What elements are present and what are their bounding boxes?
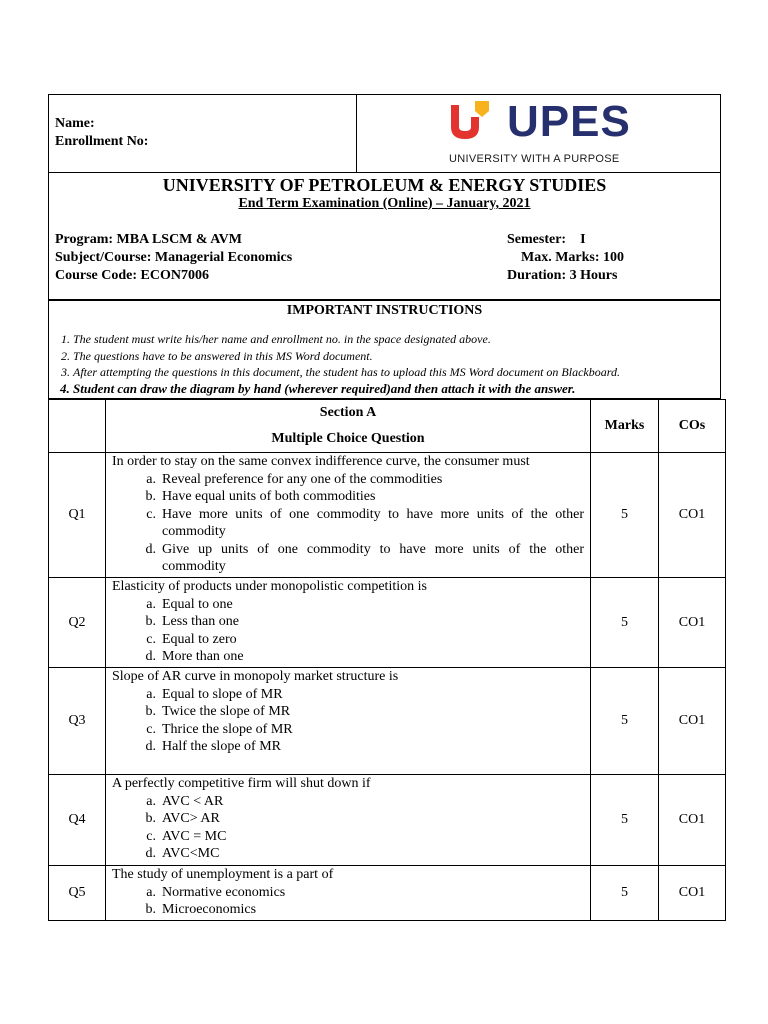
table-header-row <box>49 400 726 453</box>
option-letter: b. <box>145 902 156 917</box>
marks-header: Marks <box>591 400 659 453</box>
option-text: Have equal units of both commodities <box>162 489 376 504</box>
enrollment-label: Enrollment No: <box>55 134 149 149</box>
exam-title <box>49 196 720 212</box>
course-details <box>55 231 292 285</box>
question-body <box>106 453 591 578</box>
option-letter: d. <box>145 649 156 664</box>
question-stem: Slope of AR curve in monopoly market structure is <box>112 669 399 684</box>
question-marks: 5 <box>591 578 659 668</box>
instructions-heading: IMPORTANT INSTRUCTIONS <box>286 303 483 318</box>
section-subtitle: Multiple Choice Question <box>271 431 425 446</box>
option-text: AVC<MC <box>162 846 220 861</box>
question-body <box>106 866 591 921</box>
question-co: CO1 <box>659 668 726 775</box>
option-letter: c. <box>146 828 156 844</box>
table-row <box>49 775 726 866</box>
question-marks: 5 <box>591 775 659 866</box>
student-info-cell <box>49 95 357 172</box>
question-marks: 5 <box>591 866 659 921</box>
option <box>112 631 584 649</box>
semester: Semester: I <box>507 232 586 247</box>
option-letter: c. <box>146 506 156 522</box>
option <box>112 828 584 846</box>
duration: Duration: 3 Hours <box>507 268 618 283</box>
option-text: Equal to one <box>162 596 233 612</box>
option-letter: b. <box>145 704 156 719</box>
option-letter: d. <box>145 739 156 754</box>
exam-meta <box>507 231 624 285</box>
option <box>112 648 584 666</box>
option-text: Less than one <box>162 614 239 629</box>
question-number: Q4 <box>49 775 106 866</box>
option <box>112 488 584 506</box>
option-text: Half the slope of MR <box>162 739 281 754</box>
max-marks: Max. Marks: 100 <box>521 250 625 265</box>
upes-logo <box>449 97 639 169</box>
table-row <box>49 866 726 921</box>
option <box>112 738 584 756</box>
question-marks: 5 <box>591 668 659 775</box>
question-stem: A perfectly competitive firm will shut down if <box>112 776 371 791</box>
question-number: Q5 <box>49 866 106 921</box>
option-letter: a. <box>146 884 156 900</box>
question-co: CO1 <box>659 578 726 668</box>
table-row <box>49 668 726 775</box>
exam-sheet <box>48 94 721 921</box>
question-stem: Elasticity of products under monopolistic competition is <box>112 579 427 594</box>
section-header <box>106 400 591 453</box>
program: Program: MBA LSCM & AVM <box>55 232 242 247</box>
option-letter: a. <box>146 471 156 487</box>
instructions-list <box>49 331 720 397</box>
subject: Subject/Course: Managerial Economics <box>55 250 293 265</box>
option-text: Equal to zero <box>162 631 237 647</box>
option-letter: d. <box>145 846 156 861</box>
option-text: Thrice the slope of MR <box>162 721 293 737</box>
table-row <box>49 578 726 668</box>
option-letter: b. <box>145 811 156 826</box>
name-label: Name: <box>55 116 95 131</box>
option <box>112 793 584 811</box>
option-letter: d. <box>145 541 156 557</box>
option <box>112 541 584 576</box>
instruction-item: 2. The questions have to be answered in this MS Word document. <box>73 348 720 365</box>
questions-table <box>48 399 726 921</box>
option-letter: c. <box>146 721 156 737</box>
upes-logo-icon <box>449 99 491 141</box>
question-number: Q3 <box>49 668 106 775</box>
option-letter: a. <box>146 686 156 702</box>
exam-title-text: End Term Examination (Online) – January, 2021 <box>238 196 531 211</box>
option-text: Have more units of one commodity to have more units of the other commodity <box>162 506 584 539</box>
question-number: Q1 <box>49 453 106 578</box>
option <box>112 810 584 828</box>
option <box>112 686 584 704</box>
option-text: Twice the slope of MR <box>162 704 291 719</box>
question-marks: 5 <box>591 453 659 578</box>
section-title: Section A <box>319 405 377 420</box>
option-text: AVC < AR <box>162 793 224 809</box>
option-letter: b. <box>145 489 156 504</box>
option-letter: a. <box>146 793 156 809</box>
question-stem: In order to stay on the same convex indifference curve, the consumer must <box>112 454 530 469</box>
blank-header <box>49 400 106 453</box>
header-row <box>48 94 721 172</box>
option-text: Normative economics <box>162 884 286 900</box>
question-body <box>106 775 591 866</box>
title-block <box>48 172 721 300</box>
option <box>112 471 584 489</box>
course-code: Course Code: ECON7006 <box>55 268 209 283</box>
instruction-item: 4. Student can draw the diagram by hand (wherever required)and then attach it with the answer. <box>73 381 720 398</box>
logo-wordmark: UPES <box>507 97 631 146</box>
option-text: AVC> AR <box>162 811 220 826</box>
question-co: CO1 <box>659 453 726 578</box>
option <box>112 884 584 902</box>
option <box>112 596 584 614</box>
instructions-block <box>48 300 721 399</box>
option-text: Equal to slope of MR <box>162 686 283 702</box>
option-letter: a. <box>146 596 156 612</box>
question-stem: The study of unemployment is a part of <box>112 867 334 882</box>
option-text: AVC = MC <box>162 828 227 844</box>
option-text: Microeconomics <box>162 902 257 917</box>
university-name: UNIVERSITY OF PETROLEUM & ENERGY STUDIES <box>162 175 607 195</box>
logo-tagline: UNIVERSITY WITH A PURPOSE <box>449 153 620 165</box>
option-letter: c. <box>146 631 156 647</box>
instruction-item: 3. After attempting the questions in this document, the student has to upload this MS Word document on Blackboard. <box>73 364 720 381</box>
option <box>112 721 584 739</box>
cos-header: COs <box>659 400 726 453</box>
table-row <box>49 453 726 578</box>
option-text: More than one <box>162 649 244 664</box>
option <box>112 901 584 919</box>
question-body <box>106 578 591 668</box>
option-text: Reveal preference for any one of the commodities <box>162 471 443 487</box>
logo-cell <box>357 95 720 172</box>
question-number: Q2 <box>49 578 106 668</box>
option <box>112 703 584 721</box>
option <box>112 506 584 541</box>
option-letter: b. <box>145 614 156 629</box>
question-co: CO1 <box>659 775 726 866</box>
option <box>112 613 584 631</box>
option <box>112 845 584 863</box>
question-body <box>106 668 591 775</box>
question-co: CO1 <box>659 866 726 921</box>
option-text: Give up units of one commodity to have more units of the other commodity <box>162 541 584 574</box>
instruction-item: 1. The student must write his/her name and enrollment no. in the space designated above. <box>73 331 720 348</box>
